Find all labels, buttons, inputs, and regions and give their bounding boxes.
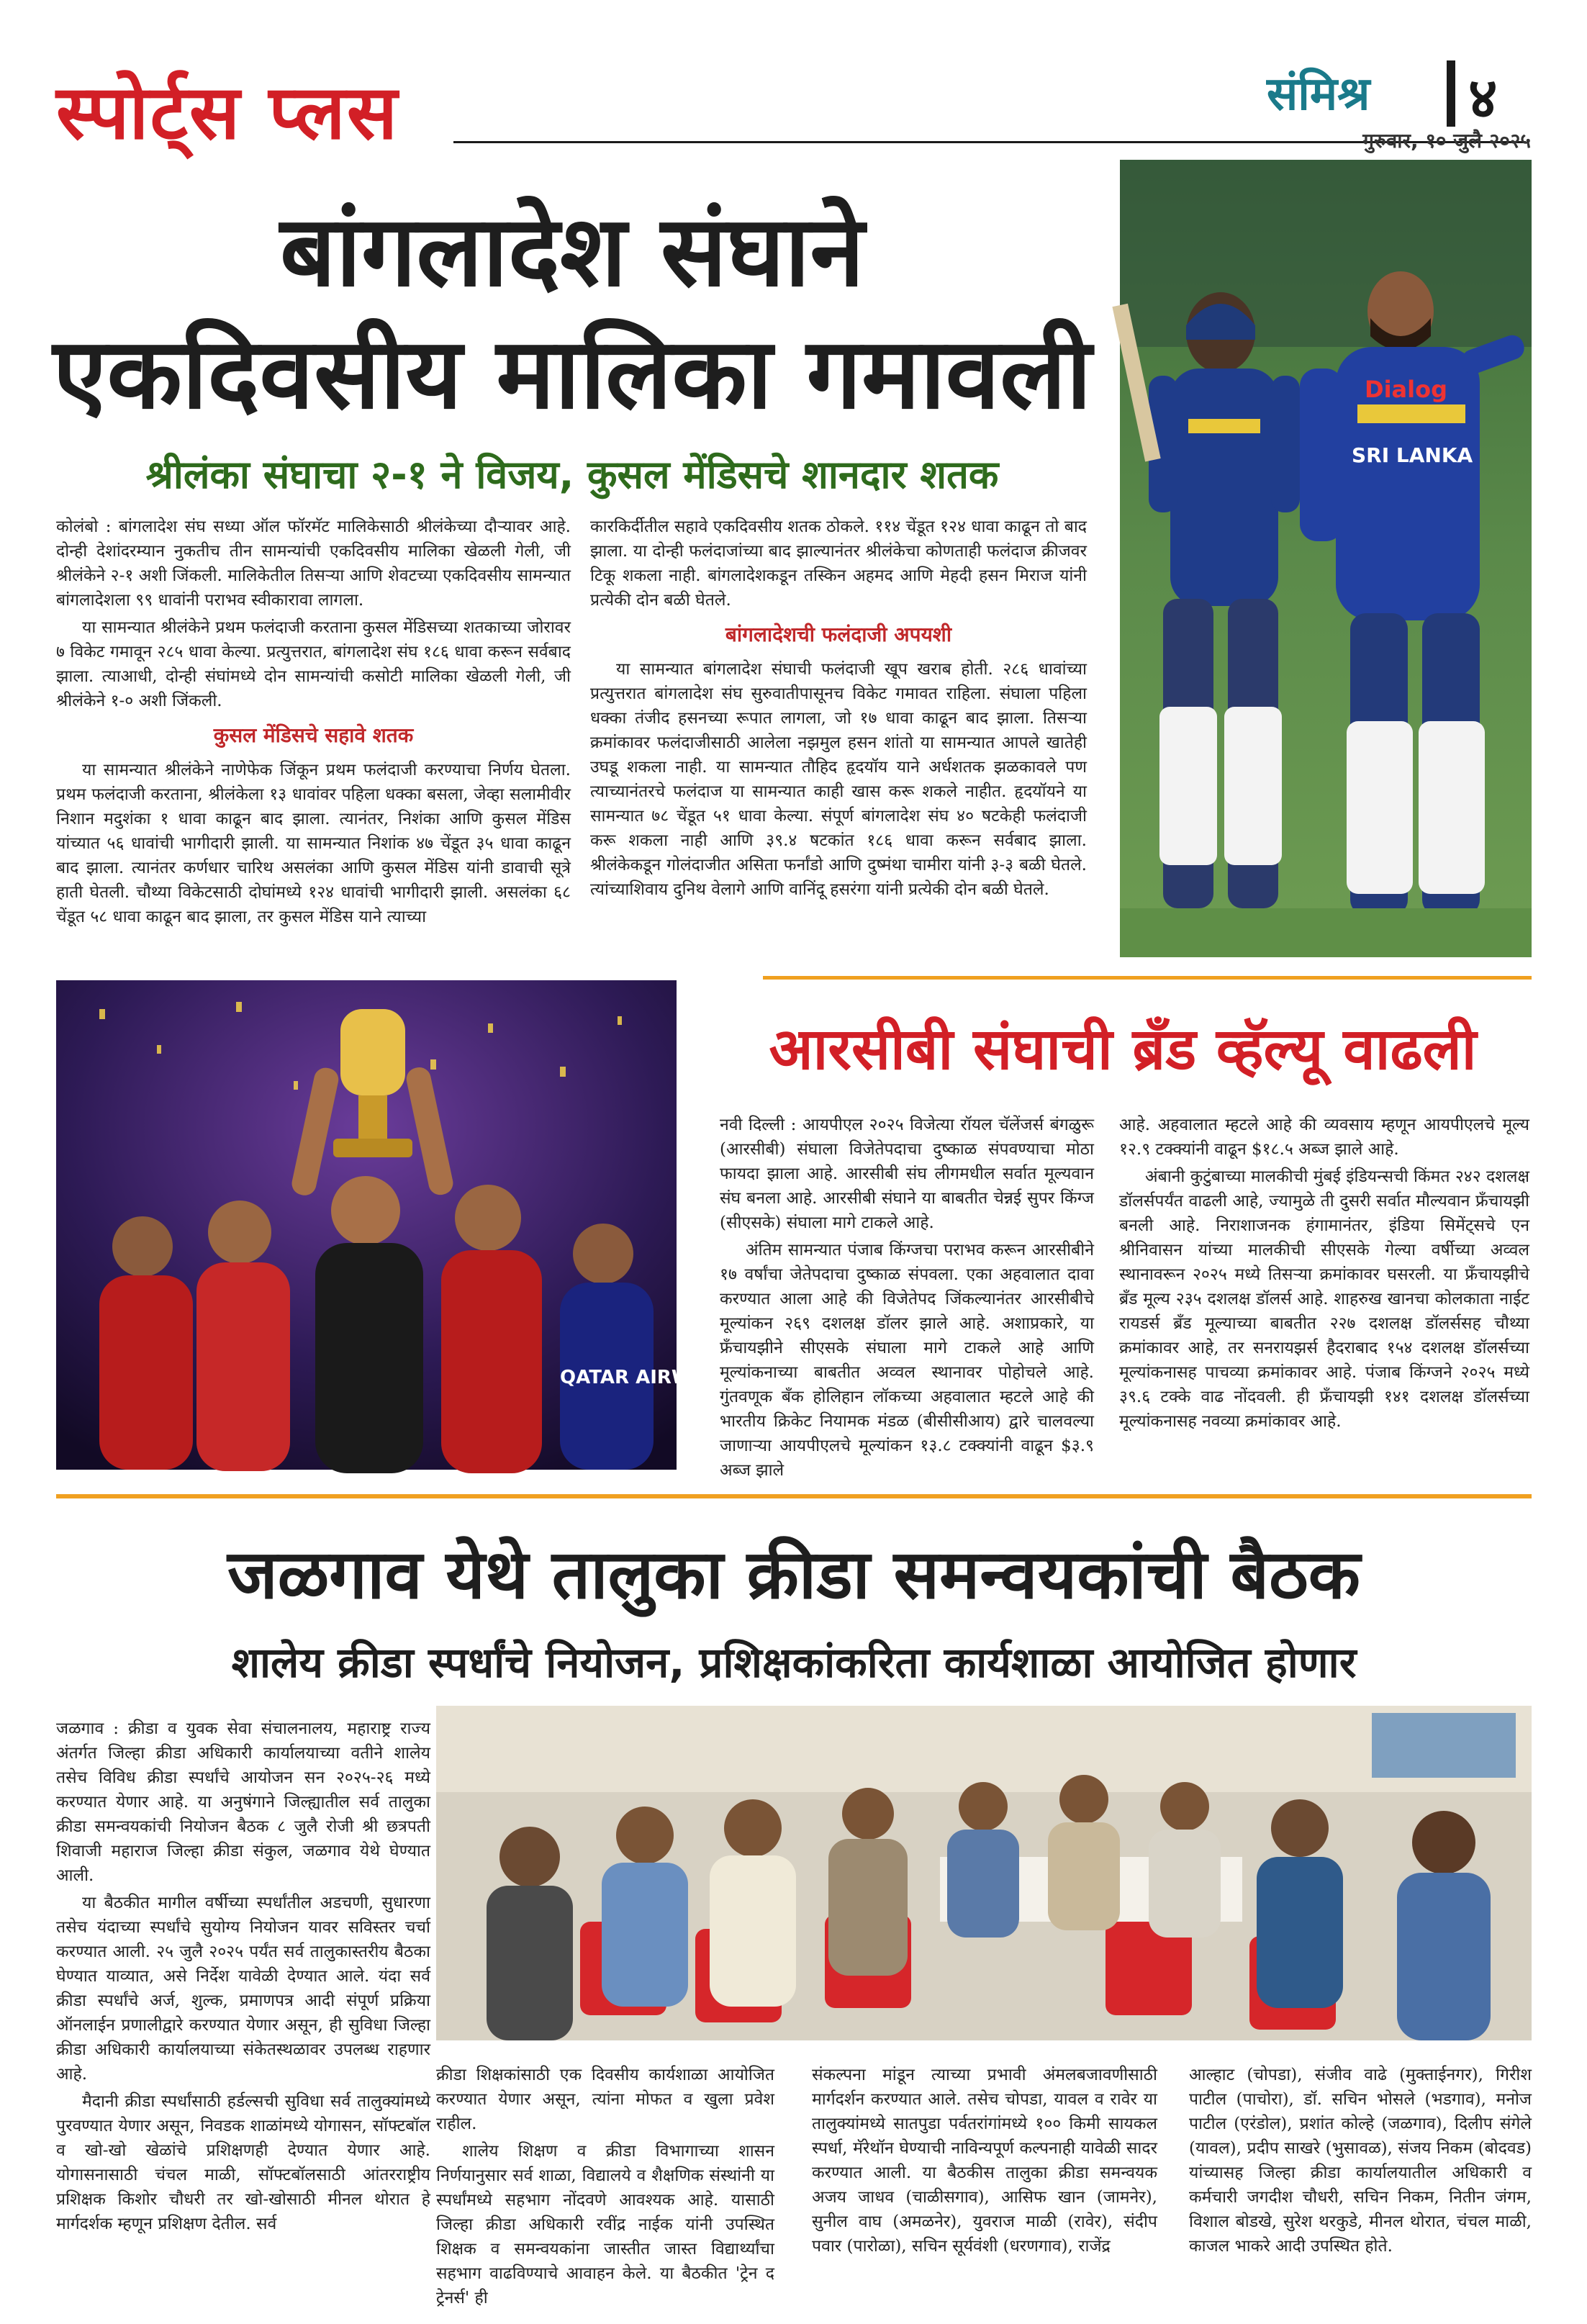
story1-column-1 (56, 515, 571, 932)
story1-photo (1120, 160, 1532, 957)
story3-headline: जळगाव येथे तालुका क्रीडा समन्वयकांची बैठक (227, 1536, 1360, 1614)
story2-paragraph: आहे. अहवालात म्हटले आहे की व्यवसाय म्हणून आयपीएलचे मूल्य १२.९ टक्क्यांनी वाढून $१८.५ अब्ज झाले आहे. (1119, 1116, 1529, 1159)
story1-paragraph: कोलंबो : बांगलादेश संघ सध्या ऑल फॉरमॅट मालिकेसाठी श्रीलंकेच्या दौऱ्यावर आहे. दोन्ही देशांदरम्यान नुकतीच तीन सामन्यांची एकदिवसीय मालिका खेळली गेली, जी श्रीलंकेने २-१ अशी जिंकली. मालिकेतील तिसऱ्या आणि शेवटच्या एकदिवसीय सामन्यात बांगलादेशला ९९ धावांनी पराभव स्वीकारावा लागला. (56, 517, 571, 610)
photo-sponsor-text: QATAR AIRWAYS (560, 1367, 731, 1388)
story3-paragraph: क्रीडा शिक्षकांसाठी एक दिवसीय कार्यशाळा आयोजित करण्यात येणार असून, त्यांना मोफत व खुला प्रवेश राहील. (436, 2066, 774, 2133)
story2-top-rule (763, 976, 1532, 980)
story1-paragraph: या सामन्यात बांगलादेश संघाची फलंदाजी खूप खराब होती. २८६ धावांच्या प्रत्युत्तरात बांगलादेश संघ सुरुवातीपासूनच विकेट गमावत राहिला. संघाला पहिला धक्का तंजीद हसनच्या रूपात लागला, जो १७ धावा काढून बाद झाला. तिसऱ्या क्रमांकावर फलंदाजीसाठी आलेला नझमुल हसन शांतो या सामन्यात आपले खातेही उघडू शकला नाही. या सामन्यात तौहिद हृदयॉय याने अर्धशतक झळकावले पण त्याच्यानंतरचे फलंदाज या सामन्यात काही खास करू शकले नाहीत. हृदयॉयने या सामन्यात ७८ चेंडूत ५१ धावा केल्या. संपूर्ण बांगलादेश संघ ४० षटकेही फलंदाजी करू शकला नाही आणि ३९.४ षटकांत १८६ धावा करून सर्वबाद झाला. श्रीलंकेकडून गोलंदाजीत असिता फर्नांडो आणि दुष्मंथा चामीरा यांनी ३-३ बळी घेतले. त्यांच्याशिवाय दुनिथ वेलागे आणि वानिंदू हसरंगा यांनी प्रत्येकी दोन बळी घेतले. (590, 660, 1087, 899)
story3-paragraph: जळगाव : क्रीडा व युवक सेवा संचालनालय, महाराष्ट्र राज्य अंतर्गत जिल्हा क्रीडा अधिकारी कार्यालयाच्या वतीने शालेय तसेच विविध क्रीडा स्पर्धांचे आयोजन सन २०२५-२६ मध्ये करण्यात येणार आहे. या अनुषंगाने जिल्ह्यातील सर्व तालुका क्रीडा समन्वयकांची नियोजन बैठक ८ जुलै रोजी श्री छत्रपती शिवाजी महाराज जिल्हा क्रीडा संकुल, जळगाव येथे घेण्यात आली. (56, 1719, 430, 1885)
masthead-title: स्पोर्ट्स प्लस (56, 68, 399, 156)
story3-photo (436, 1706, 1532, 2040)
meeting-illustration (436, 1706, 1532, 2040)
story1-paragraph: कारकिर्दीतील सहावे एकदिवसीय शतक ठोकले. ११४ चेंडूत १२४ धावा काढून तो बाद झाला. या दोन्ही फलंदाजांच्या बाद झाल्यानंतर श्रीलंकेचा कोणताही फलंदाज क्रीजवर टिकू शकला नाही. बांगलादेशकडून तस्किन अहमद आणि मेहदी हसन मिराज यांनी प्रत्येकी दोन बळी घेतले. (590, 517, 1087, 610)
story3-column-1 (56, 1717, 430, 2239)
page-number: ४ (1468, 66, 1498, 131)
section-name: संमिश्र (1267, 68, 1370, 121)
story2-column-1 (720, 1113, 1094, 1486)
story2-column-2 (1119, 1113, 1529, 1437)
rcb-celebration-illustration (56, 980, 731, 1470)
story1-paragraph: या सामन्यात श्रीलंकेने नाणेफेक जिंकून प्रथम फलंदाजी करण्याचा निर्णय घेतला. प्रथम फलंदाजी करताना, श्रीलंकेला १३ धावांवर पहिला धक्का बसला, जेव्हा सलामीवीर निशान मदुशंका १ धावा काढून बाद झाला. त्यानंतर, निशंका आणि कुसल मेंडिस यांच्यात ५६ धावांची भागीदारी झाली. या सामन्यात निशांक ४७ चेंडूत ३५ धावा काढून बाद झाला. त्यानंतर कर्णधार चारिथ असलंका आणि कुसल मेंडिस यांनी डावाची सूत्रे हाती घेतली. चौथ्या विकेटसाठी दोघांमध्ये १२४ धावांची भागीदारी झाली. असलंका ६८ चेंडूत ५८ धावा काढून बाद झाला, तर कुसल मेंडिस याने त्याच्या (56, 761, 571, 926)
story3-column-2 (436, 2063, 774, 2313)
story1-paragraph: या सामन्यात श्रीलंकेने प्रथम फलंदाजी करताना कुसल मेंडिसच्या शतकाच्या जोरावर ७ विकेट गमावून २८५ धावा केल्या. प्रत्युत्तरात, बांगलादेश संघ १८६ धावा करून सर्वबाद झाला. त्याआधी, दोन्ही संघांमध्ये दोन सामन्यांची कसोटी मालिका खेळली गेली, जी श्रीलंकेने १-० अशी जिंकली. (56, 618, 571, 710)
story1-subheadline: श्रीलंका संघाचा २-१ ने विजय, कुसल मेंडिसचे शानदार शतक (145, 452, 999, 497)
story1-subhead-1: कुसल मेंडिसचे सहावे शतक (213, 723, 414, 747)
section-divider (1447, 60, 1455, 127)
photo-sponsor-text: Dialog (1365, 376, 1447, 403)
story3-paragraph: या बैठकीत मागील वर्षीच्या स्पर्धांतील अडचणी, सुधारणा तसेच यंदाच्या स्पर्धांचे सुयोग्य नियोजन यावर सविस्तर चर्चा करण्यात आली. २५ जुलै २०२५ पर्यंत सर्व तालुकास्तरीय बैठका घेण्यात याव्यात, असे निर्देश यावेळी देण्यात आले. यंदा सर्व क्रीडा स्पर्धांचे अर्ज, शुल्क, प्रमाणपत्र आदी संपूर्ण प्रक्रिया ऑनलाईन प्रणालीद्वारे करण्यात येणार असून, ही सुविधा जिल्हा क्रीडा अधिकारी कार्यालयाच्या संकेतस्थळावर उपलब्ध राहणार आहे. (56, 1894, 430, 2084)
story3-paragraph: मैदानी क्रीडा स्पर्धांसाठी हर्डल्सची सुविधा सर्व तालुक्यांमध्ये पुरवण्यात येणार असून, निवडक शाळांमध्ये योगासन, सॉफ्टबॉल व खो-खो खेळांचे प्रशिक्षणही देण्यात येणार आहे. योगासनासाठी चंचल माळी, सॉफ्टबॉलसाठी आंतरराष्ट्रीय प्रशिक्षक किशोर चौधरी तर खो-खोसाठी मीनल थोरात हे मार्गदर्शक म्हणून प्रशिक्षण देतील. सर्व (56, 2092, 430, 2233)
story2-photo (56, 980, 731, 1470)
story1-subhead-2: बांगलादेशची फलंदाजी अपयशी (725, 623, 952, 646)
story3-top-rule (56, 1494, 1532, 1498)
story3-paragraph: आल्हाट (चोपडा), संजीव वाढे (मुक्ताईनगर), गिरीश पाटील (पाचोरा), डॉ. सचिन भोसले (भडगाव), मनोज पाटील (एरंडोल), प्रशांत कोल्हे (जळगाव), दिलीप संगेले (यावल), प्रदीप साखरे (भुसावळ), संजय निकम (बोदवड) यांच्यासह जिल्हा क्रीडा कार्यालयातील अधिकारी व कर्मचारी जगदीश चौधरी, सचिन निकम, नितीन जंगम, विशाल बोडखे, सुरेश थरकुडे, मीनल थोरात, चंचल माळी, काजल भाकरे आदी उपस्थित होते. (1189, 2066, 1532, 2256)
story3-column-4 (1189, 2063, 1532, 2261)
story3-paragraph: शालेय शिक्षण व क्रीडा विभागाच्या शासन निर्णयानुसार सर्व शाळा, विद्यालये व शैक्षणिक संस्थांनी या स्पर्धांमध्ये सहभाग नोंदवणे आवश्यक आहे. यासाठी जिल्हा क्रीडा अधिकारी रवींद्र नाईक यांनी उपस्थित शिक्षक व समन्वयकांना जास्तीत जास्त विद्यार्थ्यांचा सहभाग वाढविण्याचे आवाहन केले. या बैठकीत 'ट्रेन द ट्रेनर्स' ही (436, 2142, 774, 2307)
story3-subheadline: शालेय क्रीडा स्पर्धांचे नियोजन, प्रशिक्षकांकरिता कार्यशाळा आयोजित होणार (231, 1638, 1357, 1687)
story2-headline: आरसीबी संघाची ब्रँड व्हॅल्यू वाढली (769, 1016, 1477, 1082)
story2-paragraph: अंबानी कुटुंबाच्या मालकीची मुंबई इंडियन्सची किंमत २४२ दशलक्ष डॉलर्सपर्यंत वाढली आहे, ज्यामुळे ती दुसरी सर्वात मौल्यवान फ्रँचायझी बनली आहे. निराशाजनक हंगामानंतर, इंडिया सिमेंट्सचे एन श्रीनिवासन यांच्या मालकीची सीएसके गेल्या वर्षीच्या अव्वल स्थानावरून २०२५ मध्ये तिसऱ्या क्रमांकावर घसरली. या फ्रँचायझीचे ब्रँड मूल्य २३५ दशलक्ष डॉलर्स आहे. शाहरुख खानचा कोलकाता नाईट रायडर्स ब्रँड मूल्याच्या बाबतीत २२७ दशलक्ष डॉलर्ससह चौथ्या क्रमांकावर आहे, तर सनरायझर्स हैदराबाद १५४ दशलक्ष डॉलर्सच्या मूल्यांकनासह पाचव्या क्रमांकावर आहे. पंजाब किंग्जने २०२५ मध्ये ३९.६ टक्के वाढ नोंदवली. ही फ्रँचायझी १४१ दशलक्ष डॉलर्सच्या मूल्यांकनासह नवव्या क्रमांकावर आहे. (1119, 1167, 1529, 1431)
story1-headline-line2: एकदिवसीय मालिका गमावली (53, 317, 1092, 431)
story3-paragraph: संकल्पना मांडून त्याच्या प्रभावी अंमलबजावणीसाठी मार्गदर्शन करण्यात आले. तसेच चोपडा, यावल व रावेर या तालुक्यांमध्ये सातपुडा पर्वतरांगांमध्ये १०० किमी सायकल स्पर्धा, मॅरेथॉन घेण्याची नाविन्यपूर्ण कल्पनाही यावेळी सादर करण्यात आली. या बैठकीस तालुका क्रीडा समन्वयक अजय जाधव (चाळीसगाव), आसिफ खान (जामनेर), सुनील वाघ (अमळनेर), युवराज माळी (रावेर), संदीप पवार (पारोळा), सचिन सूर्यवंशी (धरणगाव), राजेंद्र (812, 2066, 1157, 2256)
story1-column-2 (590, 515, 1087, 905)
story2-paragraph: अंतिम सामन्यात पंजाब किंग्जचा पराभव करून आरसीबीने १७ वर्षांचा जेतेपदाचा दुष्काळ संपवला. एका अहवालात दावा करण्यात आला आहे की विजेतेपद जिंकल्यानंतर आरसीबीचे मूल्यांकन २६९ दशलक्ष डॉलर झाले आहे. अशाप्रकारे, या फ्रँचायझीने सीएसके संघाला मागे टाकले आहे आणि मूल्यांकनाच्या बाबतीत अव्वल स्थानावर पोहोचले आहे. गुंतवणूक बँक होलिहान लॉकच्या अहवालात म्हटले आहे की भारतीय क्रिकेट नियामक मंडळ (बीसीसीआय) द्वारे चालवल्या जाणाऱ्या आयपीएलचे मूल्यांकन १३.८ टक्क्यांनी वाढून $३.९ अब्ज झाले (720, 1241, 1094, 1480)
story2-paragraph: नवी दिल्ली : आयपीएल २०२५ विजेत्या रॉयल चॅलेंजर्स बंगळुरू (आरसीबी) संघाला विजेतेपदाचा दुष्काळ संपवण्याचा मोठा फायदा झाला आहे. आरसीबी संघ लीगमधील सर्वात मूल्यवान संघ बनला आहे. आरसीबी संघाने या बाबतीत चेन्नई सुपर किंग्ज (सीएसके) संघाला मागे टाकले आहे. (720, 1116, 1094, 1232)
story3-column-3 (812, 2063, 1157, 2261)
story1-headline-line1: बांगलादेश संघाने (280, 195, 864, 309)
cricketers-illustration (1120, 160, 1532, 957)
issue-date: गुरुवार, १० जुलै २०२५ (1362, 129, 1531, 153)
photo-team-text: SRI LANKA (1352, 443, 1473, 467)
